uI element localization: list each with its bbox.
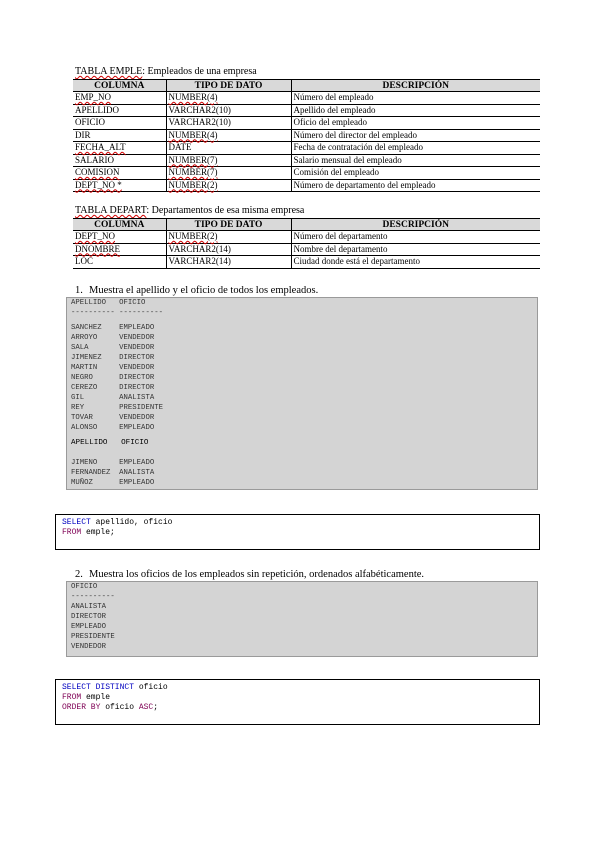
emple-table: [73, 79, 540, 192]
result-2-output: [66, 581, 538, 657]
table-row: [73, 243, 540, 256]
table-row: [73, 179, 540, 192]
sql-text: oficio: [100, 703, 139, 712]
result-row: ALONSO EMPLEADO: [71, 424, 155, 432]
code-line: [62, 518, 533, 528]
header-descripcion: DESCRIPCIÓN: [291, 219, 540, 231]
question-2-number: 2.: [75, 569, 83, 580]
emple-caption: [75, 66, 257, 78]
cell-type: NUMBER(7): [166, 167, 291, 180]
result-row: DIRECTOR: [71, 613, 107, 621]
result-row: EMPLEADO: [71, 623, 107, 631]
cell-type: NUMBER(7): [166, 154, 291, 167]
sql-keyword: ORDER BY: [62, 703, 101, 712]
cell-description: Ciudad donde está el departamento: [291, 256, 540, 269]
code-line: [62, 693, 533, 703]
cell-column: EMP_NO: [73, 92, 166, 105]
cell-column: LOC: [73, 256, 166, 269]
result-separator: ---------- ----------: [71, 309, 163, 317]
header-tipo: TIPO DE DATO: [166, 219, 291, 231]
cell-type: NUMBER(4): [166, 92, 291, 105]
emple-table-header: [73, 80, 540, 92]
code-line: [62, 683, 533, 693]
result-row: ARROYO VENDEDOR: [71, 334, 155, 342]
cell-column: SALARIO: [73, 154, 166, 167]
result-row: MARTIN VENDEDOR: [71, 364, 155, 372]
cell-column: DEPT_NO: [73, 231, 166, 244]
result-header-repeat: APELLIDO OFICIO: [71, 439, 149, 447]
table-row: [73, 117, 540, 130]
cell-type: VARCHAR2(14): [166, 243, 291, 256]
question-2-text: Muestra los oficios de los empleados sin repetición, ordenados alfabéticamente.: [89, 569, 425, 580]
question-1: [75, 285, 318, 297]
cell-column: COMISION: [73, 167, 166, 180]
sql-text: apellido, oficio: [90, 518, 173, 527]
cell-type: NUMBER(4): [166, 129, 291, 142]
cell-column: DNOMBRE: [73, 243, 166, 256]
sql-keyword: SELECT DISTINCT: [62, 683, 135, 692]
cell-column: OFICIO: [73, 117, 166, 130]
cell-column: DIR: [73, 129, 166, 142]
cell-description: Nombre del departamento: [291, 243, 540, 256]
result-row: REY PRESIDENTE: [71, 404, 163, 412]
question-1-number: 1.: [75, 285, 83, 296]
depart-table: [73, 218, 540, 269]
result-row: VENDEDOR: [71, 643, 107, 651]
depart-table-header: [73, 219, 540, 231]
cell-description: Número del departamento: [291, 231, 540, 244]
cell-column: DEPT_NO *: [73, 179, 166, 192]
sql-text: emple: [81, 693, 111, 702]
table-row: [73, 92, 540, 105]
sql-keyword: FROM: [62, 693, 82, 702]
table-row: [73, 154, 540, 167]
sql-code-2: [55, 679, 540, 725]
result-row: SALA VENDEDOR: [71, 344, 155, 352]
result-row: TOVAR VENDEDOR: [71, 414, 155, 422]
cell-description: Comisión del empleado: [291, 167, 540, 180]
result-separator: ----------: [71, 593, 115, 601]
table-row: [73, 231, 540, 244]
header-descripcion: DESCRIPCIÓN: [291, 80, 540, 92]
sql-text: ;: [153, 703, 159, 712]
depart-caption-name: TABLA DEPART: [75, 205, 147, 216]
cell-description: Apellido del empleado: [291, 104, 540, 117]
result-row: JIMENO EMPLEADO: [71, 459, 155, 467]
result-header: OFICIO: [71, 583, 98, 591]
result-row: CEREZO DIRECTOR: [71, 384, 155, 392]
header-columna: COLUMNA: [73, 219, 166, 231]
cell-column: APELLIDO: [73, 104, 166, 117]
result-1-output: [66, 297, 538, 490]
question-1-text: Muestra el apellido y el oficio de todos los empleados.: [89, 285, 319, 296]
cell-type: VARCHAR2(14): [166, 256, 291, 269]
depart-caption-rest: : Departamentos de esa misma empresa: [146, 205, 305, 216]
cell-column: FECHA_ALT: [73, 142, 166, 155]
cell-type: NUMBER(2): [166, 231, 291, 244]
cell-description: Oficio del empleado: [291, 117, 540, 130]
table-row: [73, 167, 540, 180]
table-row: [73, 129, 540, 142]
cell-type: VARCHAR2(10): [166, 104, 291, 117]
table-row: [73, 256, 540, 269]
cell-description: Número del empleado: [291, 92, 540, 105]
cell-type: NUMBER(2): [166, 179, 291, 192]
code-line: [62, 528, 533, 538]
result-row: GIL ANALISTA: [71, 394, 155, 402]
cell-type: VARCHAR2(10): [166, 117, 291, 130]
sql-keyword: FROM: [62, 528, 82, 537]
result-row: SANCHEZ EMPLEADO: [71, 324, 155, 332]
question-2: [75, 569, 424, 581]
result-header: APELLIDO OFICIO: [71, 299, 146, 307]
code-line: [62, 703, 533, 713]
sql-text: oficio: [134, 683, 168, 692]
emple-caption-rest: : Empleados de una empresa: [142, 66, 257, 77]
header-tipo: TIPO DE DATO: [166, 80, 291, 92]
result-row: ANALISTA: [71, 603, 107, 611]
result-row: NEGRO DIRECTOR: [71, 374, 155, 382]
sql-keyword: ASC: [138, 703, 154, 712]
cell-type: DATE: [166, 142, 291, 155]
table-row: [73, 142, 540, 155]
sql-text: emple;: [81, 528, 115, 537]
emple-caption-name: TABLA EMPLE: [75, 66, 143, 77]
result-row: MUÑOZ EMPLEADO: [71, 479, 155, 487]
result-row: JIMENEZ DIRECTOR: [71, 354, 155, 362]
header-columna: COLUMNA: [73, 80, 166, 92]
table-row: [73, 104, 540, 117]
cell-description: Número de departamento del empleado: [291, 179, 540, 192]
sql-code-1: [55, 514, 540, 550]
depart-caption: [75, 205, 304, 217]
result-row: PRESIDENTE: [71, 633, 115, 641]
result-row: FERNANDEZ ANALISTA: [71, 469, 155, 477]
cell-description: Fecha de contratación del empleado: [291, 142, 540, 155]
cell-description: Salario mensual del empleado: [291, 154, 540, 167]
cell-description: Número del director del empleado: [291, 129, 540, 142]
sql-keyword: SELECT: [62, 518, 91, 527]
